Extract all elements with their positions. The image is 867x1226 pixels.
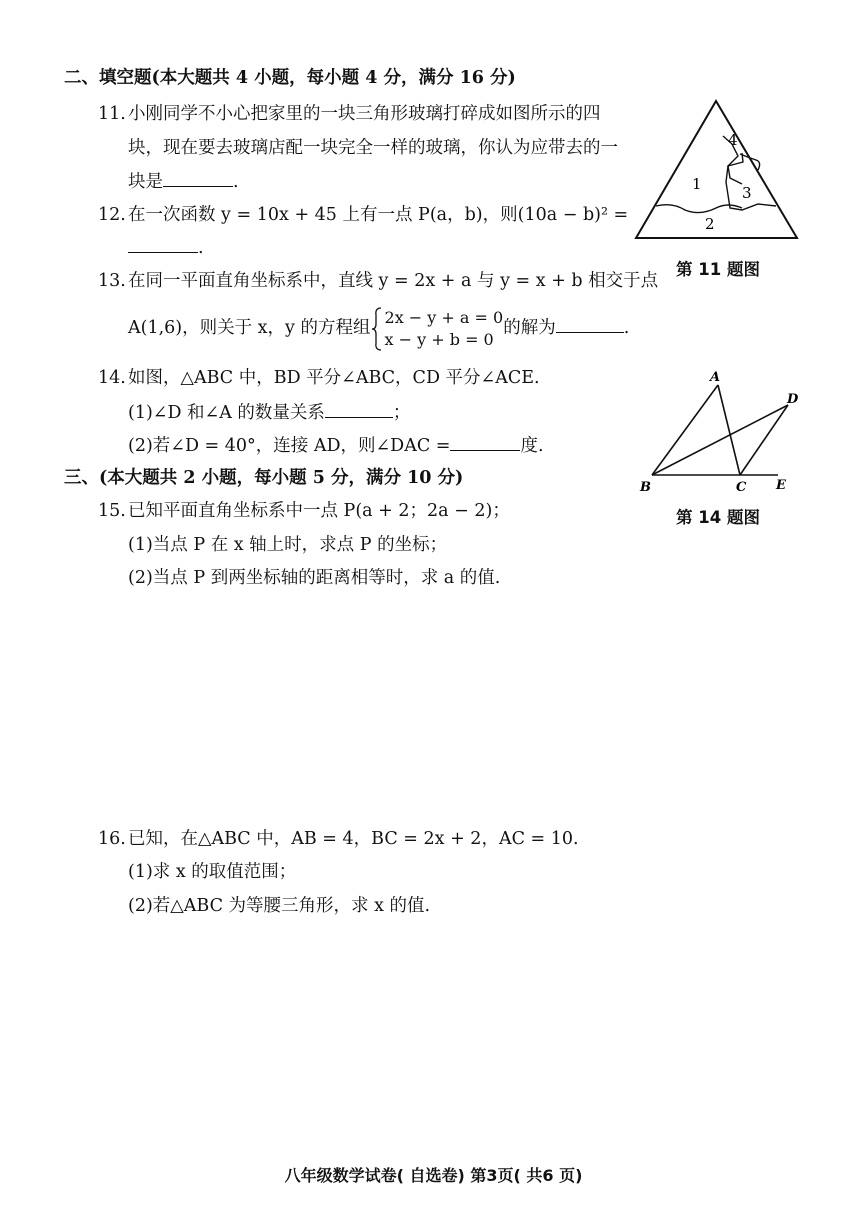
q11-number: 11.: [98, 104, 126, 124]
fig14-label-c: C: [736, 480, 747, 495]
q12-line2: [128, 236, 204, 260]
q15-line1: 已知平面直角坐标系中一点 P(a + 2；2a − 2)；: [128, 501, 510, 521]
q15-sub1: (1)当点 P 在 x 轴上时，求点 P 的坐标；: [128, 535, 448, 555]
q15-number: 15.: [98, 501, 126, 521]
q14-sub1: [128, 401, 410, 425]
q15-sub2: (2)当点 P 到两坐标轴的距离相等时，求 a 的值.: [128, 568, 501, 588]
fig11-label-3: 3: [742, 184, 752, 202]
q11-line3-post: .: [233, 172, 239, 192]
q13-line2: [128, 306, 629, 351]
q12-line2-post: .: [198, 238, 204, 258]
q14-sub1-blank[interactable]: [325, 401, 393, 418]
q14-sub2-pre: (2)若∠D = 40°，连接 AD，则∠DAC =: [128, 436, 451, 456]
fig11-label-2: 2: [705, 215, 715, 233]
q12-line1: 在一次函数 y = 10x + 45 上有一点 P(a，b)，则(10a − b)² =: [128, 205, 629, 225]
section-2-title: 二、填空题(本大题共 4 小题，每小题 4 分，满分 16 分): [64, 68, 516, 88]
q14-line1: 如图，△ABC 中，BD 平分∠ABC，CD 平分∠ACE.: [128, 368, 540, 388]
q11-line3-pre: 块是: [128, 172, 163, 192]
q11-line3: [128, 170, 239, 194]
fig11-triangle-outline: [636, 101, 797, 238]
fig14-line-ab: [652, 385, 718, 475]
q11-line1: 小刚同学不小心把家里的一块三角形玻璃打碎成如图所示的四: [128, 104, 601, 124]
q14-sub2: [128, 434, 544, 458]
q13-line2-post: .: [623, 318, 630, 338]
q13-eq2: x − y + b = 0: [384, 329, 494, 349]
q12-answer-blank[interactable]: [128, 236, 198, 253]
left-brace-icon: [371, 307, 383, 351]
q16-sub2: (2)若△ABC 为等腰三角形，求 x 的值.: [128, 896, 431, 916]
q13-number: 13.: [98, 271, 126, 291]
section-3-title: 三、(本大题共 2 小题，每小题 5 分，满分 10 分): [64, 468, 464, 488]
q13-line2-pre: A(1,6)，则关于 x，y 的方程组: [128, 318, 371, 338]
figure-14-diagram: [636, 365, 798, 497]
q14-sub2-post: 度.: [520, 436, 544, 456]
fig14-label-d: D: [787, 392, 798, 407]
q12-number: 12.: [98, 205, 126, 225]
page-footer: 八年级数学试卷( 自选卷) 第3页( 共6 页): [284, 1166, 583, 1185]
q14-sub2-blank[interactable]: [450, 434, 520, 451]
figure-14-caption: 第 14 题图: [676, 508, 760, 527]
q13-line2-mid: 的解为: [503, 318, 556, 338]
q13-answer-blank[interactable]: [556, 316, 624, 333]
fig14-line-cd: [740, 405, 788, 475]
fig14-label-e: E: [776, 478, 786, 493]
q13-equation-system: [371, 307, 504, 351]
q16-line1: 已知，在△ABC 中，AB = 4，BC = 2x + 2，AC = 10.: [128, 829, 579, 849]
q11-answer-blank[interactable]: [163, 170, 233, 187]
fig11-label-4: 4: [728, 131, 738, 149]
q14-number: 14.: [98, 368, 126, 388]
fig14-label-b: B: [640, 480, 651, 495]
q14-sub1-pre: (1)∠D 和∠A 的数量关系: [128, 403, 325, 423]
q14-sub1-post: ；: [392, 403, 411, 423]
figure-11-triangle: [630, 98, 802, 244]
q13-eq1: 2x − y + a = 0: [384, 307, 504, 327]
fig14-label-a: A: [710, 370, 721, 385]
q16-sub1: (1)求 x 的取值范围；: [128, 862, 297, 882]
q16-number: 16.: [98, 829, 126, 849]
figure-11-caption: 第 11 题图: [676, 260, 760, 279]
fig14-line-ac: [718, 385, 740, 475]
q11-line2: 块，现在要去玻璃店配一块完全一样的玻璃，你认为应带去的一: [128, 138, 618, 158]
q13-line1: 在同一平面直角坐标系中，直线 y = 2x + a 与 y = x + b 相交于点: [128, 271, 659, 291]
fig11-label-1: 1: [692, 175, 702, 193]
fig14-line-bd: [652, 405, 788, 475]
